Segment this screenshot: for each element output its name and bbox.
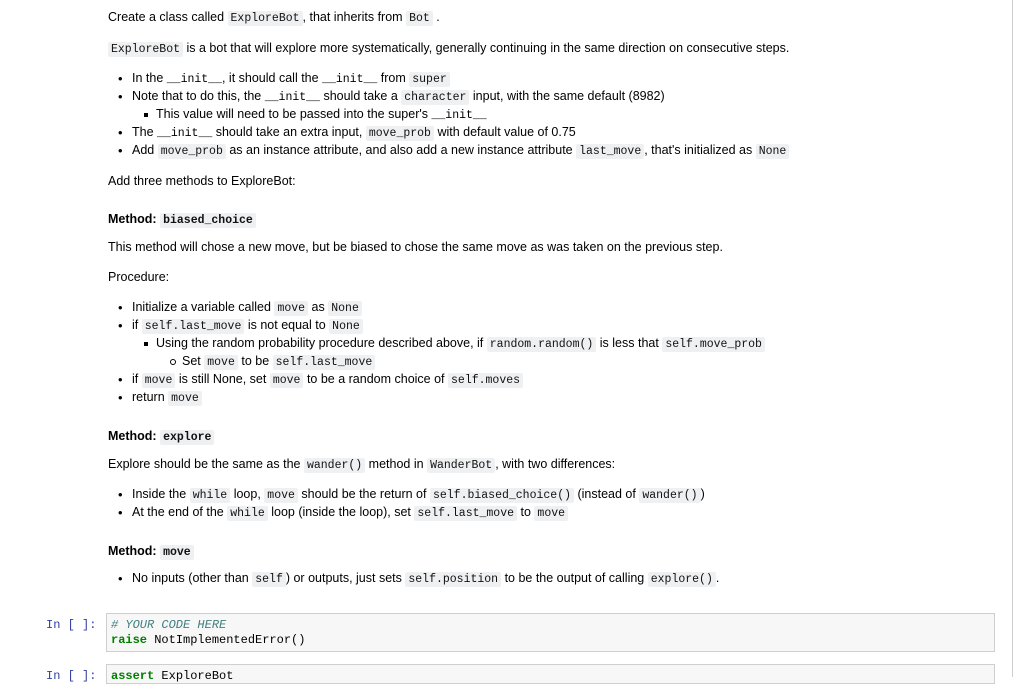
- text: .: [436, 10, 440, 24]
- list-item: • No inputs (other than self ) or outputs, just sets self.position to be the output of calling explore() .: [132, 571, 719, 586]
- add-methods-text: Add three methods to ExploreBot:: [108, 174, 296, 188]
- list-item: • Note that to do this, the __init__ should take a character input, with the same default (8982): [132, 89, 665, 104]
- list-item: • The __init__ should take an extra input, move_prob with default value of 0.75: [132, 125, 576, 140]
- list-item: • Initialize a variable called move as None: [132, 300, 362, 315]
- list-item: • return move: [132, 390, 202, 405]
- code-editor[interactable]: [106, 664, 995, 684]
- method-heading-biased-choice: Method: biased_choice: [108, 212, 256, 227]
- method-description: This method will chose a new move, but be biased to chose the same move as was taken on the previous step.: [108, 240, 723, 254]
- code-comment: # YOUR CODE HERE: [111, 618, 227, 632]
- cell-prompt: In [ ]:: [46, 618, 97, 632]
- method-description: Explore should be the same as the wander() method in WanderBot , with two differences:: [108, 457, 616, 472]
- list-item: • In the __init__, it should call the __init__ from super: [132, 71, 450, 86]
- text: , that inherits from: [302, 10, 403, 24]
- inline-code: Bot: [406, 11, 433, 26]
- method-heading-explore: Method: explore: [108, 429, 214, 444]
- code-text: ExploreBot: [154, 669, 234, 683]
- inline-code: ExploreBot: [108, 42, 183, 57]
- method-heading-move: Method: move: [108, 544, 194, 559]
- intro-line-2: [108, 41, 789, 56]
- sub-list-item: Using the random probability procedure described above, if random.random() is less that self.move_prob: [156, 336, 765, 351]
- cell-prompt: In [ ]:: [46, 669, 97, 683]
- code-text: NotImplementedError(): [147, 633, 306, 647]
- list-item: • Add move_prob as an instance attribute, and also add a new instance attribute last_move , that's initialized as None: [132, 143, 789, 158]
- list-item: • At the end of the while loop (inside the loop), set self.last_move to move: [132, 505, 568, 520]
- list-item: • Inside the while loop, move should be the return of self.biased_choice() (instead of wander() ): [132, 487, 705, 502]
- procedure-label: Procedure:: [108, 270, 170, 284]
- code-keyword: raise: [111, 633, 148, 647]
- code-keyword: assert: [111, 669, 155, 683]
- intro-line-1: [108, 10, 440, 25]
- list-item: • if move is still None, set move to be a random choice of self.moves: [132, 372, 523, 387]
- list-item: • if self.last_move is not equal to None: [132, 318, 363, 333]
- code-editor[interactable]: [106, 613, 995, 652]
- text: is a bot that will explore more systematically, generally continuing in the same direction on consecutive steps.: [186, 41, 790, 55]
- text: Create a class called: [108, 10, 225, 24]
- sub-sub-list-item: Set move to be self.last_move: [182, 354, 375, 369]
- sub-list-item: This value will need to be passed into the super's __init__: [156, 107, 487, 122]
- inline-code: ExploreBot: [228, 11, 303, 26]
